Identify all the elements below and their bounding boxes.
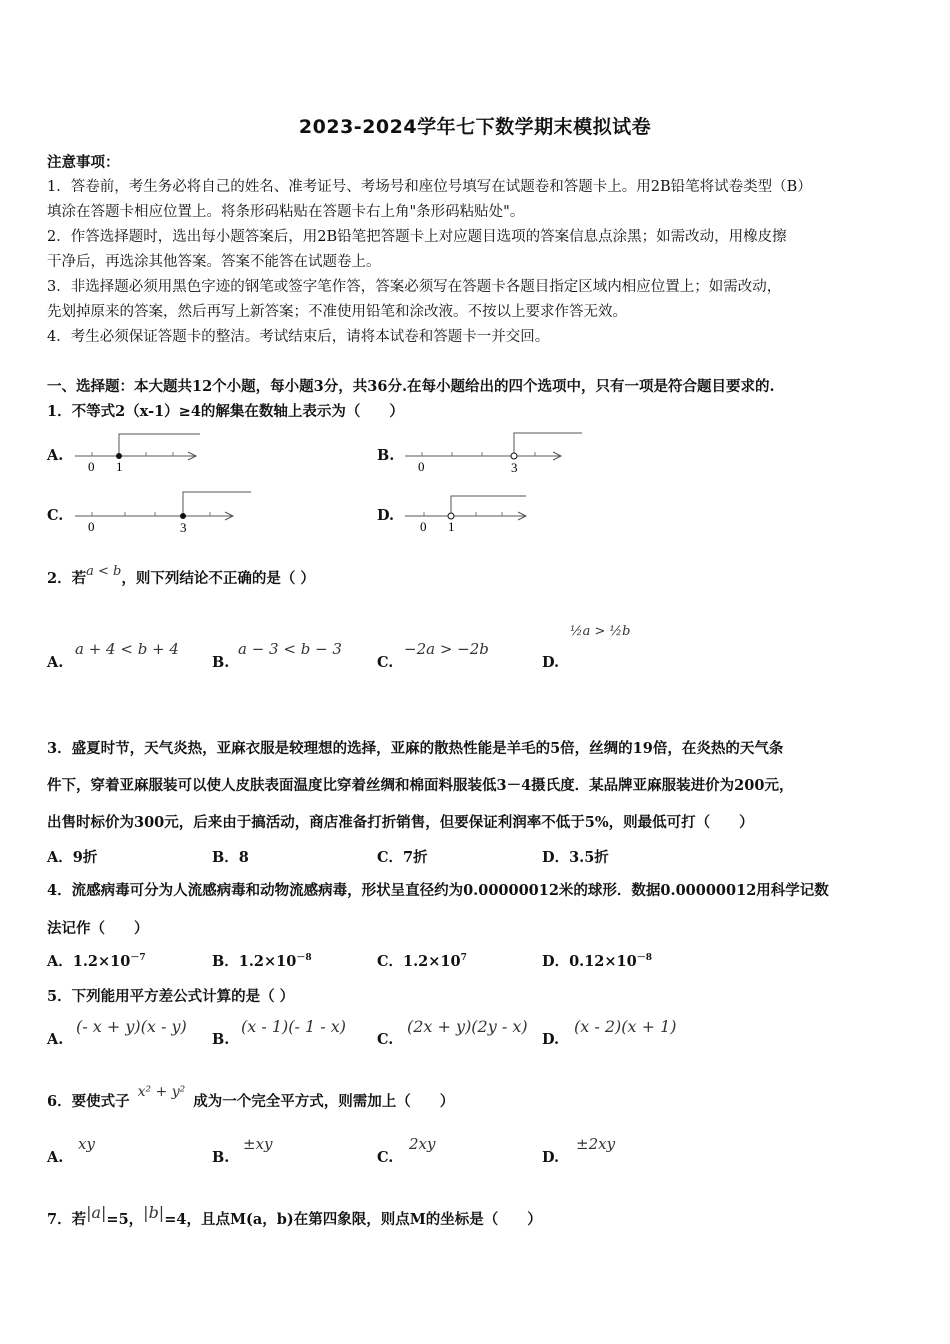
notice-line: 2．作答选择题时，选出每小题答案后，用2B铅笔把答题卡上对应题目选项的答案信息点涂黑；如需改动，用橡皮擦: [47, 229, 787, 245]
notice-line: 先划掉原来的答案，然后再写上新答案；不准使用铅笔和涂改液。不按以上要求作答无效。: [47, 304, 627, 320]
q4-option-a-label: A．: [47, 953, 73, 970]
q3-option-c: C．7折: [377, 849, 428, 866]
notice-line: 1．答卷前，考生务必将自己的姓名、准考证号、考场号和座位号填写在试题卷和答题卡上。用2B铅笔将试卷类型（B）: [47, 179, 812, 195]
q1-option-a-label: A.: [47, 447, 64, 464]
tick-label: 0: [418, 459, 425, 474]
q6-stem-post: 成为一个完全平方式，则需加上（ ）: [193, 1093, 455, 1110]
tick-label: 1: [116, 459, 123, 474]
q4-option-a: [47, 950, 146, 971]
q3-option-b: B．8: [212, 849, 249, 866]
q4-option-a-exp: －7: [130, 953, 146, 964]
q1-option-b-numberline: [400, 428, 590, 478]
q5-option-a-label: A.: [47, 1031, 64, 1048]
tick-label: 3: [511, 460, 518, 475]
q4-option-b: [212, 950, 312, 971]
q2-stem-math: a < b: [86, 564, 122, 579]
question-7-stem: [47, 1203, 542, 1229]
section-heading: 一、选择题：本大题共12个小题，每小题3分，共36分.在每小题给出的四个选项中，只有一项是符合题目要求的.: [47, 378, 775, 395]
q7-abs-a: |a|: [86, 1203, 107, 1222]
q6-option-a-label: A.: [47, 1149, 64, 1166]
q4-option-d: [542, 950, 652, 971]
question-6-stem: [47, 1084, 455, 1111]
q1-option-d-label: D.: [377, 507, 395, 524]
q2-stem-pre: 2．若: [47, 570, 87, 587]
q2-option-b-label: B.: [212, 654, 230, 671]
q1-option-d-numberline: [400, 488, 540, 538]
tick-label: 1: [448, 519, 455, 534]
q2-option-a-label: A.: [47, 654, 64, 671]
q4-option-c-exp: 7: [460, 953, 467, 964]
q4-option-c: [377, 950, 467, 971]
q1-option-c-numberline: [70, 488, 260, 538]
q7-abs-b: |b|: [143, 1203, 165, 1222]
notice-line: 干净后，再选涂其他答案。答案不能答在试题卷上。: [47, 254, 381, 270]
question-4-line: 法记作（ ）: [47, 920, 149, 937]
q2-option-b-math: a − 3 < b − 3: [238, 640, 342, 658]
q6-stem-math: x² + y²: [137, 1084, 186, 1100]
q2-option-d-math: ½a > ½b: [570, 624, 631, 639]
q4-option-d-exp: －8: [636, 953, 652, 964]
q6-option-b-math: ±xy: [243, 1135, 273, 1153]
question-1-stem: 1．不等式2（x-1）≥4的解集在数轴上表示为（ ）: [47, 403, 404, 420]
q1-option-a-numberline: [70, 428, 210, 478]
question-3-line: 件下，穿着亚麻服装可以使人皮肤表面温度比穿着丝绸和棉面料服装低3－4摄氏度．某品牌亚麻服装进价为200元，: [47, 777, 794, 794]
question-2-stem: [47, 564, 315, 588]
q2-option-c-math: −2a > −2b: [404, 640, 489, 658]
question-3-line: 3．盛夏时节，天气炎热，亚麻衣服是较理想的选择，亚麻的散热性能是羊毛的5倍，丝绸的19倍，在炎热的天气条: [47, 740, 784, 757]
notice-line: 3．非选择题必须用黑色字迹的钢笔或签字笔作答，答案必须写在答题卡各题目指定区域内相应位置上；如需改动，: [47, 279, 782, 295]
q1-option-b-label: B.: [377, 447, 395, 464]
q6-option-a-math: xy: [78, 1135, 95, 1153]
q4-option-a-base: 1.2×10: [72, 953, 131, 970]
q5-option-c-math: (2x + y)(2y - x): [407, 1017, 528, 1036]
q6-option-c-label: C.: [377, 1149, 394, 1166]
q5-option-a-math: (- x + y)(x - y): [76, 1017, 187, 1036]
tick-label: 0: [88, 459, 95, 474]
q5-option-b-label: B.: [212, 1031, 230, 1048]
q4-option-b-label: B．: [212, 953, 239, 970]
q6-option-c-math: 2xy: [409, 1135, 436, 1153]
q7-part: =4，且点M(a，b)在第四象限，则点M的坐标是（ ）: [164, 1211, 542, 1228]
question-4-line: 4．流感病毒可分为人流感病毒和动物流感病毒，形状呈直径约为0.00000012米的球形．数据0.00000012用科学记数: [47, 882, 829, 899]
page-title: 2023-2024学年七下数学期末模拟试卷: [298, 116, 652, 138]
q2-option-a-math: a + 4 < b + 4: [75, 640, 179, 658]
question-3-line: 出售时标价为300元，后来由于搞活动，商店准备打折销售，但要保证利润率不低于5%，则最低可打（ ）: [47, 814, 754, 831]
q2-stem-post: ，则下列结论不正确的是（ ）: [121, 570, 315, 587]
q3-option-a: A．9折: [47, 849, 98, 866]
q4-option-b-base: 1.2×10: [238, 953, 297, 970]
q6-option-d-math: ±2xy: [576, 1135, 616, 1153]
q7-part: =5，: [106, 1211, 144, 1228]
tick-label: 3: [180, 520, 187, 535]
q4-option-d-base: 0.12×10: [569, 953, 637, 970]
notice-line: 4．考生必须保证答题卡的整洁。考试结束后，请将本试卷和答题卡一并交回。: [47, 329, 550, 345]
notice-line: 填涂在答题卡相应位置上。将条形码粘贴在答题卡右上角"条形码粘贴处"。: [47, 204, 525, 220]
q6-stem-pre: 6．要使式子: [47, 1093, 130, 1110]
question-5-stem: 5．下列能用平方差公式计算的是（ ）: [47, 988, 295, 1005]
q4-option-b-exp: －8: [296, 953, 312, 964]
q6-option-b-label: B.: [212, 1149, 230, 1166]
tick-label: 0: [420, 519, 427, 534]
q2-option-d-label: D.: [542, 654, 560, 671]
q7-part: 7．若: [47, 1211, 87, 1228]
q3-option-d: D．3.5折: [542, 849, 609, 866]
tick-label: 0: [88, 519, 95, 534]
q5-option-c-label: C.: [377, 1031, 394, 1048]
q4-option-c-label: C．: [377, 953, 404, 970]
q1-option-c-label: C.: [47, 507, 64, 524]
notice-heading: 注意事项：: [47, 154, 120, 171]
q4-option-d-label: D．: [542, 953, 570, 970]
q4-option-c-base: 1.2×10: [403, 953, 461, 970]
q2-option-c-label: C.: [377, 654, 394, 671]
q5-option-d-label: D.: [542, 1031, 560, 1048]
q5-option-b-math: (x - 1)(- 1 - x): [241, 1017, 347, 1036]
q5-option-d-math: (x - 2)(x + 1): [574, 1017, 677, 1036]
q6-option-d-label: D.: [542, 1149, 560, 1166]
